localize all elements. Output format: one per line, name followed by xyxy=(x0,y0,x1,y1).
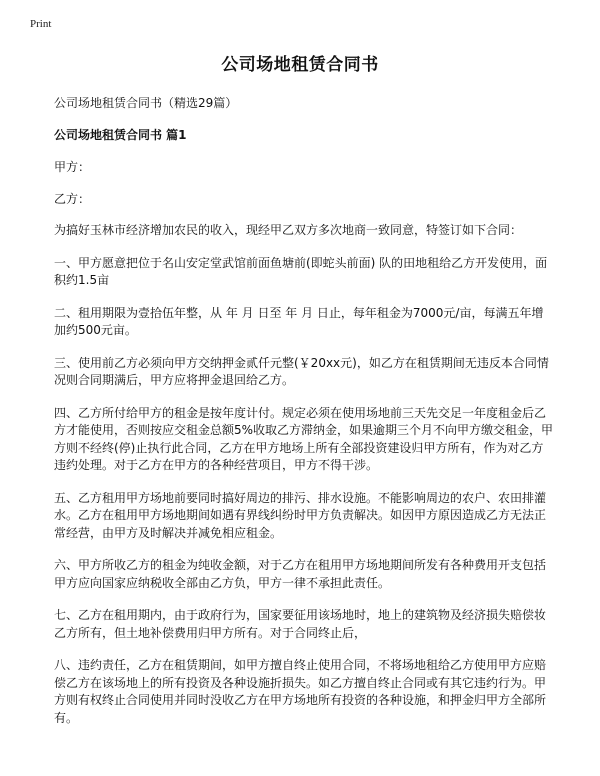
paragraph-clause-4: 四、乙方所付给甲方的租金是按年度计付。规定必须在使用场地前三天先交足一年度租金后乙方才能使用，否则按应交租金总额5%收取乙方滞纳金，如果逾期三个月不向甲方缴交租金，甲方则不经终(停)止执行此合同，乙方在甲方地场上所有全部投资建设归甲方所有，作为对乙方违约处理。对于乙方在甲方的各种经营项目，甲方不得干涉。 xyxy=(54,405,554,472)
paragraph-clause-6: 六、甲方所收乙方的租金为纯收金额，对于乙方在租用甲方场地期间所发有各种费用开支包括甲方应向国家应纳税收全部由乙方负，甲方一律不承担此责任。 xyxy=(54,558,547,590)
section-heading: 公司场地租赁合同书 篇1 xyxy=(54,127,187,142)
paragraph-clause-3: 三、使用前乙方必须向甲方交纳押金贰仟元整(￥20xx元)，如乙方在租赁期间无违反本合同情况则合同期满后，甲方应将押金退回给乙方。 xyxy=(54,355,549,387)
print-link[interactable]: Print xyxy=(30,18,52,30)
document-body xyxy=(54,95,554,742)
paragraph-clause-8: 八、违约责任，乙方在租赁期间，如甲方擅自终止使用合同，不将场地租给乙方使用甲方应赔偿乙方在该场地上的所有投资及各种设施折损失。如乙方擅自终止合同或有其它违约行为。甲方则有权终止合同使用并同时没收乙方在甲方场地所有投资的各种设施，和押金归甲方全部所有。 xyxy=(54,658,547,725)
document-title: 公司场地租赁合同书 xyxy=(221,55,379,75)
paragraph-intro: 为搞好玉林市经济增加农民的收入，现经甲乙双方多次地商一致同意，特签订如下合同： xyxy=(54,223,523,237)
party-b-line: 乙方： xyxy=(54,191,91,206)
paragraph-clause-2: 二、租用期限为壹拾伍年整，从 年 月 日至 年 月 日止，每年租金为7000元/亩，每满五年增加约500元亩。 xyxy=(54,305,544,337)
paragraph-clause-7: 七、乙方在租用期内，由于政府行为，国家要征用该场地时，地上的建筑物及经济损失赔偿妆乙方所有，但土地补偿费用归甲方所有。对于合同终止后， xyxy=(54,608,547,640)
paragraph-clause-5: 五、乙方租用甲方场地前要同时搞好周边的排污、排水设施。不能影响周边的农户、农田排灌水。乙方在租用甲方场地期间如遇有界线纠纷时甲方负责解决。如因甲方原因造成乙方无法正常经营，由甲方及时解决并减免相应租金。 xyxy=(54,490,547,540)
party-a-line: 甲方： xyxy=(54,160,91,174)
document-subtitle: 公司场地租赁合同书（精选29篇） xyxy=(54,96,238,110)
paragraph-clause-1: 一、甲方愿意把位于名山安定堂武馆前面鱼塘前(即蛇头前面) 队的田地租给乙方开发使用，面积约1.5亩 xyxy=(54,255,548,287)
